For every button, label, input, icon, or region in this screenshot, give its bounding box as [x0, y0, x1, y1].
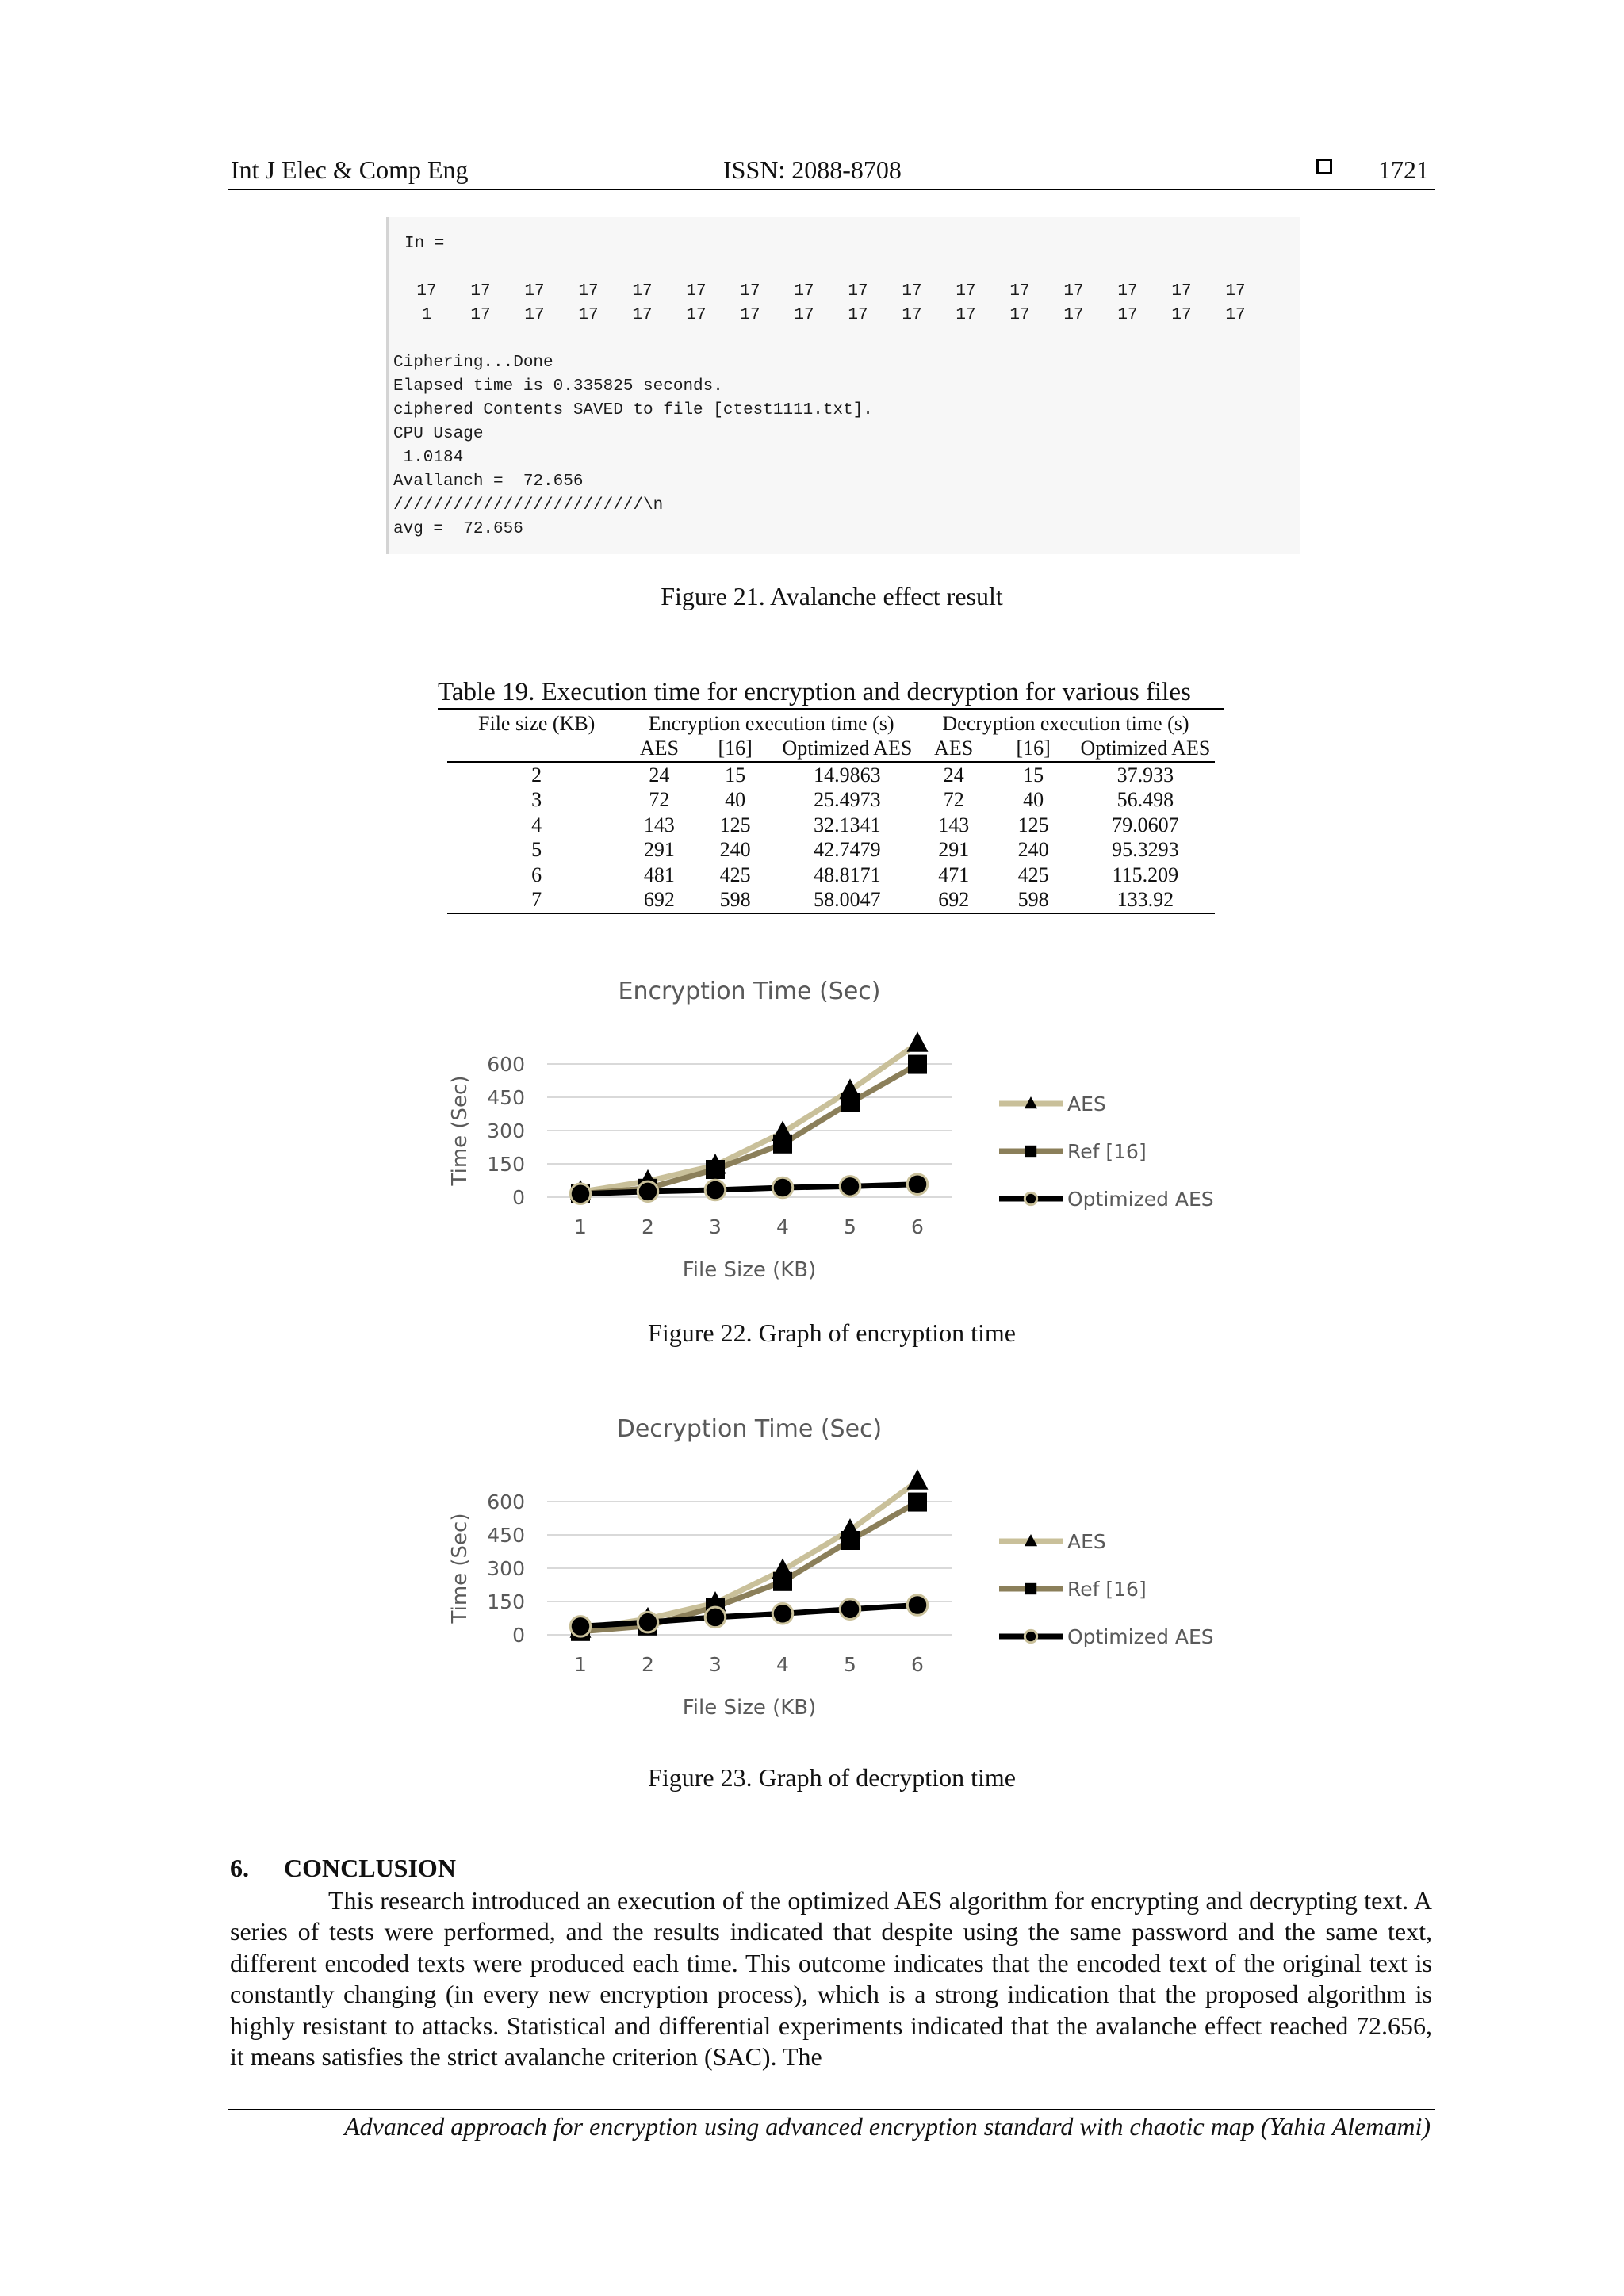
circle-marker	[705, 1180, 726, 1200]
table-cell: 72	[649, 788, 670, 812]
series-line	[580, 1502, 917, 1632]
table-cell: 143	[938, 813, 970, 836]
table-title-rule	[438, 708, 1224, 710]
console-value: 17	[578, 306, 599, 324]
circle-marker	[772, 1177, 793, 1198]
square-marker	[1025, 1583, 1036, 1594]
table-cell: 291	[643, 838, 675, 862]
x-axis-label: File Size (KB)	[682, 1696, 817, 1720]
conclusion-paragraph	[230, 1885, 1432, 2072]
chart-title: Decryption Time (Sec)	[616, 1415, 883, 1443]
table-cell: 4	[531, 813, 542, 836]
console-line: ciphered Contents SAVED to file [ctest1111.txt].	[393, 401, 873, 419]
y-tick-label: 300	[487, 1557, 525, 1580]
section-heading	[230, 1854, 456, 1883]
y-tick-label: 600	[487, 1053, 525, 1076]
table-row	[447, 888, 1215, 914]
console-value: 17	[470, 306, 491, 324]
table-cell: 481	[643, 863, 675, 886]
square-marker	[773, 1135, 792, 1154]
table-cell: 240	[719, 838, 751, 862]
running-footer: Advanced approach for encryption using advanced encryption standard with chaotic map (Yahia Alemami)	[344, 2112, 1431, 2141]
console-value: 17	[1009, 306, 1030, 324]
table-row	[447, 813, 1215, 838]
table-cell: 598	[990, 888, 1075, 914]
table-cell: 37.933	[1116, 763, 1174, 786]
legend-label: AES	[1067, 1093, 1106, 1115]
table-cell: 40	[1023, 788, 1044, 812]
console-line: Ciphering...Done	[393, 354, 553, 372]
square-marker	[908, 1493, 927, 1512]
x-tick-label: 2	[642, 1215, 654, 1238]
table-19	[447, 711, 1215, 914]
console-value: 17	[686, 282, 707, 300]
legend-label: Optimized AES	[1067, 1625, 1214, 1648]
table-subheader: AES	[626, 737, 692, 763]
table-cell: 24	[943, 763, 964, 786]
square-marker	[841, 1531, 860, 1550]
table-cell: 143	[643, 813, 675, 836]
table-header: Decryption execution time (s)	[942, 711, 1189, 735]
series-aes	[570, 1031, 929, 1200]
table-cell: 115.209	[1112, 863, 1179, 886]
console-value: 17	[632, 306, 653, 324]
y-tick-label: 450	[487, 1086, 525, 1109]
console-value: 17	[524, 306, 545, 324]
table-cell: 79.0607	[1112, 813, 1179, 836]
y-tick-label: 0	[512, 1624, 525, 1647]
table-19-title: Table 19. Execution time for encryption and decryption for various files	[438, 678, 1191, 706]
console-value: 1	[421, 306, 432, 324]
series-line	[580, 1043, 917, 1192]
console-value: 17	[902, 306, 922, 324]
x-tick-label: 1	[574, 1653, 587, 1676]
table-cell: 125	[1017, 813, 1049, 836]
table-header: Encryption execution time (s)	[648, 711, 894, 735]
table-subheader: Optimized AES	[1076, 737, 1215, 763]
console-value: 17	[1063, 282, 1084, 300]
legend-label: Ref [16]	[1067, 1578, 1147, 1601]
console-value: 17	[416, 282, 437, 300]
console-value: 17	[956, 282, 976, 300]
console-value: 17	[794, 282, 814, 300]
table-cell: 7	[447, 888, 626, 914]
console-value: 17	[956, 306, 976, 324]
console-line: CPU Usage	[393, 425, 484, 443]
table-row	[447, 762, 1215, 788]
y-axis-label: Time (Sec)	[448, 1513, 472, 1624]
page-number: 1721	[1378, 155, 1429, 184]
table-cell: 95.3293	[1112, 838, 1179, 862]
legend-label: Ref [16]	[1067, 1140, 1147, 1163]
circle-marker	[840, 1177, 860, 1197]
console-row-1	[400, 282, 1262, 300]
table-cell: 15	[1023, 763, 1044, 786]
console-line: Avallanch = 72.656	[393, 473, 584, 491]
legend-label: Optimized AES	[1067, 1188, 1214, 1211]
decryption-time-chart	[428, 1397, 1269, 1738]
console-row-2	[400, 306, 1262, 324]
console-value: 17	[740, 282, 760, 300]
section-title: CONCLUSION	[284, 1854, 456, 1882]
table-row	[447, 863, 1215, 888]
square-marker	[706, 1160, 725, 1179]
console-value: 17	[632, 282, 653, 300]
console-line: 1.0184	[393, 449, 464, 467]
x-tick-label: 6	[911, 1653, 924, 1676]
series-aes	[570, 1469, 929, 1638]
table-cell: 425	[719, 863, 751, 886]
table-cell: 14.9863	[814, 763, 881, 786]
decryption-time-chart-svg	[428, 1397, 1269, 1738]
x-axis-label: File Size (KB)	[682, 1258, 817, 1282]
console-value: 17	[1171, 282, 1192, 300]
y-tick-label: 600	[487, 1490, 525, 1513]
console-value: 17	[1117, 306, 1138, 324]
console-value: 17	[902, 282, 922, 300]
conclusion-text: This research introduced an execution of the optimized AES algorithm for encrypting and decrypting text. A series of tests were performed, and the results indicated that despite using the same password and the same text, different encoded texts were produced each time. This outcome indicates that the encoded text of the original text is constantly changing (in every new encryption process), which is a strong indication that the proposed algorithm is highly resistant to attacks. Statistical and differential experiments indicated that the avalanche effect reached 72.656, it means satisfies the strict avalanche criterion (SAC). The	[230, 1886, 1432, 2072]
console-in-label: In =	[404, 235, 445, 253]
square-marker	[1025, 1146, 1036, 1157]
y-tick-label: 300	[487, 1119, 525, 1142]
console-value: 17	[1225, 306, 1246, 324]
table-cell: 133.92	[1076, 888, 1215, 914]
circle-marker	[907, 1174, 928, 1195]
console-value: 17	[1171, 306, 1192, 324]
encryption-time-chart	[428, 959, 1269, 1300]
circle-marker	[570, 1184, 591, 1204]
table-cell: 125	[719, 813, 751, 836]
table-cell: 240	[1017, 838, 1049, 862]
table-cell: 291	[938, 838, 970, 862]
circle-marker	[705, 1607, 726, 1628]
circle-marker	[1025, 1630, 1036, 1642]
square-marker	[908, 1055, 927, 1074]
x-tick-label: 4	[776, 1653, 789, 1676]
table-cell: 5	[531, 838, 542, 862]
series-line	[580, 1605, 917, 1627]
table-header-row	[447, 711, 1215, 737]
running-header-journal: Int J Elec & Comp Eng	[231, 155, 469, 184]
square-marker	[841, 1093, 860, 1112]
table-subheader: Optimized AES	[778, 737, 917, 763]
triangle-marker	[907, 1031, 929, 1052]
table-cell: 42.7479	[814, 838, 881, 862]
console-value: 17	[740, 306, 760, 324]
footer-rule	[228, 2109, 1435, 2110]
figure-21-caption: Figure 21. Avalanche effect result	[661, 582, 1003, 610]
table-cell: 72	[943, 788, 964, 812]
figure-23-caption: Figure 23. Graph of decryption time	[648, 1763, 1016, 1792]
square-icon	[1316, 159, 1332, 174]
table-row	[447, 838, 1215, 863]
table-subheader-row	[447, 737, 1215, 763]
running-header-issn: ISSN: 2088-8708	[723, 155, 902, 184]
console-value: 17	[524, 282, 545, 300]
console-value: 17	[578, 282, 599, 300]
console-line: avg = 72.656	[393, 520, 523, 538]
x-tick-label: 4	[776, 1215, 789, 1238]
table-cell: 471	[938, 863, 970, 886]
console-value: 17	[1225, 282, 1246, 300]
circle-marker	[638, 1181, 658, 1202]
circle-marker	[907, 1595, 928, 1616]
console-value: 17	[848, 282, 868, 300]
chart-title: Encryption Time (Sec)	[618, 978, 881, 1005]
y-tick-label: 450	[487, 1524, 525, 1547]
square-marker	[773, 1572, 792, 1591]
table-cell: 15	[725, 763, 746, 786]
table-cell: 32.1341	[814, 813, 881, 836]
console-line: Elapsed time is 0.335825 seconds.	[393, 377, 723, 396]
table-subheader: [16]	[990, 737, 1075, 763]
console-value: 17	[686, 306, 707, 324]
table-cell: 598	[692, 888, 777, 914]
table-header: File size (KB)	[478, 711, 596, 735]
x-tick-label: 1	[574, 1215, 587, 1238]
console-value: 17	[470, 282, 491, 300]
table-cell: 692	[917, 888, 990, 914]
x-tick-label: 2	[642, 1653, 654, 1676]
series-line	[580, 1065, 917, 1194]
figure-22-caption: Figure 22. Graph of encryption time	[648, 1318, 1016, 1347]
section-number: 6.	[230, 1854, 249, 1882]
circle-marker	[1025, 1192, 1036, 1204]
y-tick-label: 150	[487, 1590, 525, 1613]
y-axis-label: Time (Sec)	[448, 1075, 472, 1186]
console-value: 17	[794, 306, 814, 324]
legend-label: AES	[1067, 1530, 1106, 1553]
y-tick-label: 0	[512, 1186, 525, 1209]
triangle-marker	[907, 1469, 929, 1490]
console-line: /////////////////////////\n	[393, 496, 664, 515]
table-cell: 6	[531, 863, 542, 886]
console-value: 17	[1117, 282, 1138, 300]
table-cell: 3	[531, 788, 542, 812]
table-subheader: AES	[917, 737, 990, 763]
encryption-time-chart-svg	[428, 959, 1269, 1300]
circle-marker	[772, 1604, 793, 1624]
table-cell: 48.8171	[814, 863, 881, 886]
x-tick-label: 3	[709, 1215, 722, 1238]
table-cell: 692	[626, 888, 692, 914]
table-cell: 2	[531, 763, 542, 786]
x-tick-label: 5	[844, 1215, 856, 1238]
console-value: 17	[1063, 306, 1084, 324]
console-screenshot	[386, 217, 1300, 554]
circle-marker	[840, 1599, 860, 1620]
table-cell: 40	[725, 788, 746, 812]
console-value: 17	[848, 306, 868, 324]
table-cell: 24	[649, 763, 670, 786]
x-tick-label: 6	[911, 1215, 924, 1238]
console-value: 17	[1009, 282, 1030, 300]
circle-marker	[570, 1617, 591, 1636]
circle-marker	[638, 1612, 658, 1632]
x-tick-label: 5	[844, 1653, 856, 1676]
y-tick-label: 150	[487, 1153, 525, 1176]
table-cell: 56.498	[1116, 788, 1174, 812]
table-cell: 58.0047	[778, 888, 917, 914]
table-row	[447, 788, 1215, 813]
x-tick-label: 3	[709, 1653, 722, 1676]
header-rule	[228, 189, 1435, 190]
table-cell: 425	[1017, 863, 1049, 886]
table-subheader: [16]	[692, 737, 777, 763]
table-cell: 25.4973	[814, 788, 881, 812]
